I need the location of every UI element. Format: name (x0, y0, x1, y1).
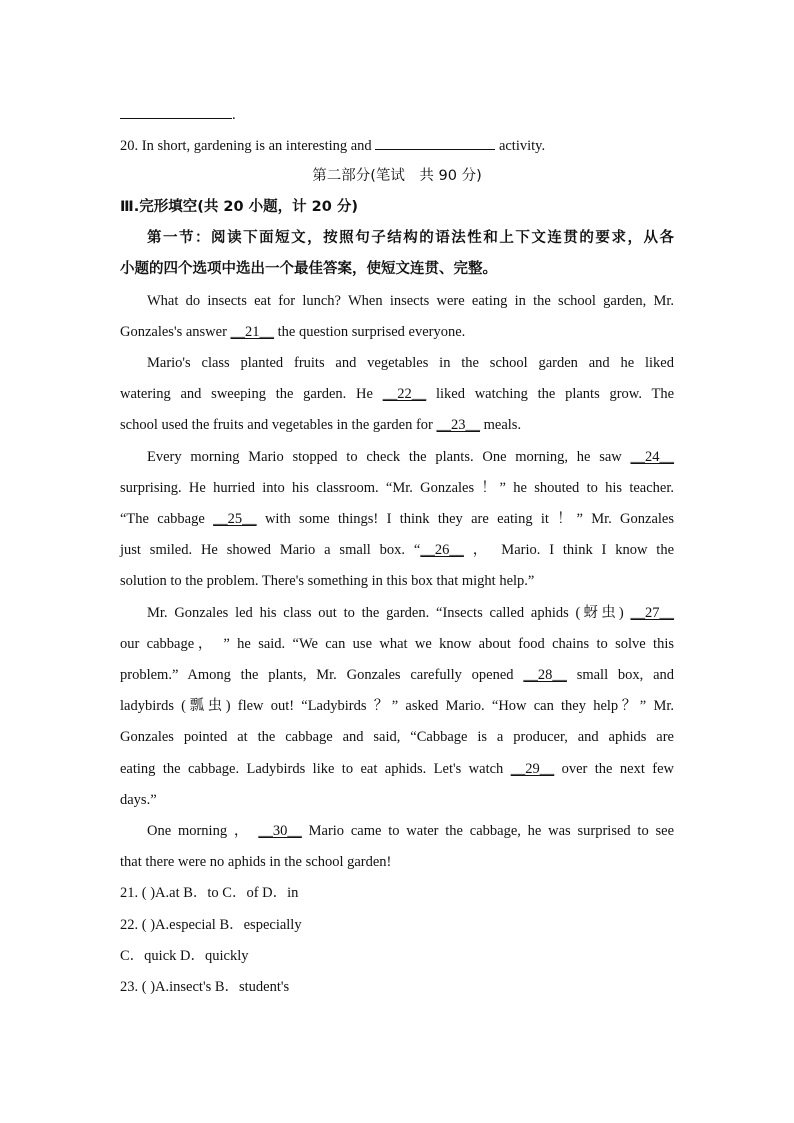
instruction-line-2: 小题的四个选项中选出一个最佳答案，使短文连贯、完整。 (120, 261, 497, 277)
passage-line: just smiled. He showed Mario a small box. “__26__ ， Mario. I think I know the (120, 542, 675, 558)
q19-answer-line: . (120, 103, 674, 125)
passage-line: watering and sweeping the garden. He __22__ liked watching the plants grow. The (120, 386, 674, 402)
section-title: Ⅲ.完形填空(共 20 小题，计 20 分) (120, 199, 359, 215)
part-two-title: 第二部分(笔试 共 90 分) (312, 168, 482, 184)
passage-line: Mario's class planted fruits and vegetables in the school garden and he liked (147, 355, 674, 371)
passage-line: school used the fruits and vegetables in the garden for __23__ meals. (120, 417, 522, 433)
option-line: 23. ( )A.insect's B．student's (120, 979, 290, 995)
answer-blank[interactable] (120, 103, 232, 119)
option-line: 22. ( )A.especial B．especially (120, 917, 302, 933)
blank-27: __27__ (630, 605, 675, 621)
question-20: 20. In short, gardening is an interesting and activity. (120, 134, 674, 156)
passage-line: Mr. Gonzales led his class out to the garden. “Insects called aphids (蚜虫) __27__ (147, 605, 675, 621)
passage-line: Gonzales pointed at the cabbage and said, “Cabbage is a producer, and aphids are (120, 729, 674, 745)
passage-line: solution to the problem. There's something in this box that might help.” (120, 573, 535, 589)
blank-21: __21__ (230, 324, 275, 340)
passage-line: One morning ， __30__ Mario came to water the cabbage, he was surprised to see (147, 823, 675, 839)
passage-line: Gonzales's answer __21__ the question surprised everyone. (120, 324, 466, 340)
passage-line: ladybirds (瓢虫) flew out! “Ladybirds ？” asked Mario. “How can they help？” Mr. (120, 698, 674, 714)
option-line: 21. ( )A.at B．to C．of D．in (120, 885, 299, 901)
blank-22: __22__ (382, 386, 427, 402)
blank-25: __25__ (213, 511, 257, 527)
passage-line: our cabbage， ” he said. “We can use what we know about food chains to solve this (120, 636, 674, 652)
blank-30: __30__ (258, 823, 302, 839)
passage-line: What do insects eat for lunch? When insects were eating in the school garden, Mr. (147, 293, 674, 309)
passage-line: surprising. He hurried into his classroom. “Mr. Gonzales ！” he shouted to his teacher. (120, 480, 674, 496)
passage-line: that there were no aphids in the school garden! (120, 854, 392, 870)
blank-28: __28__ (523, 667, 567, 683)
passage-line: days.” (120, 792, 157, 808)
option-line: C．quick D．quickly (120, 948, 249, 964)
blank-24: __24__ (630, 449, 675, 465)
instruction-line-1: 第一节：阅读下面短文，按照句子结构的语法性和上下文连贯的要求，从各 (147, 230, 674, 246)
passage-line: Every morning Mario stopped to check the plants. One morning, he saw __24__ (147, 449, 675, 465)
passage-line: eating the cabbage. Ladybirds like to eat aphids. Let's watch __29__ over the next few (120, 761, 674, 777)
answer-blank[interactable] (375, 134, 495, 150)
passage-line: “The cabbage __25__ with some things! I think they are eating it ！” Mr. Gonzales (120, 511, 675, 527)
passage-line: problem.” Among the plants, Mr. Gonzales carefully opened __28__ small box, and (120, 667, 675, 683)
blank-23: __23__ (436, 417, 480, 433)
blank-26: __26__ (420, 542, 464, 558)
blank-29: __29__ (510, 761, 555, 777)
